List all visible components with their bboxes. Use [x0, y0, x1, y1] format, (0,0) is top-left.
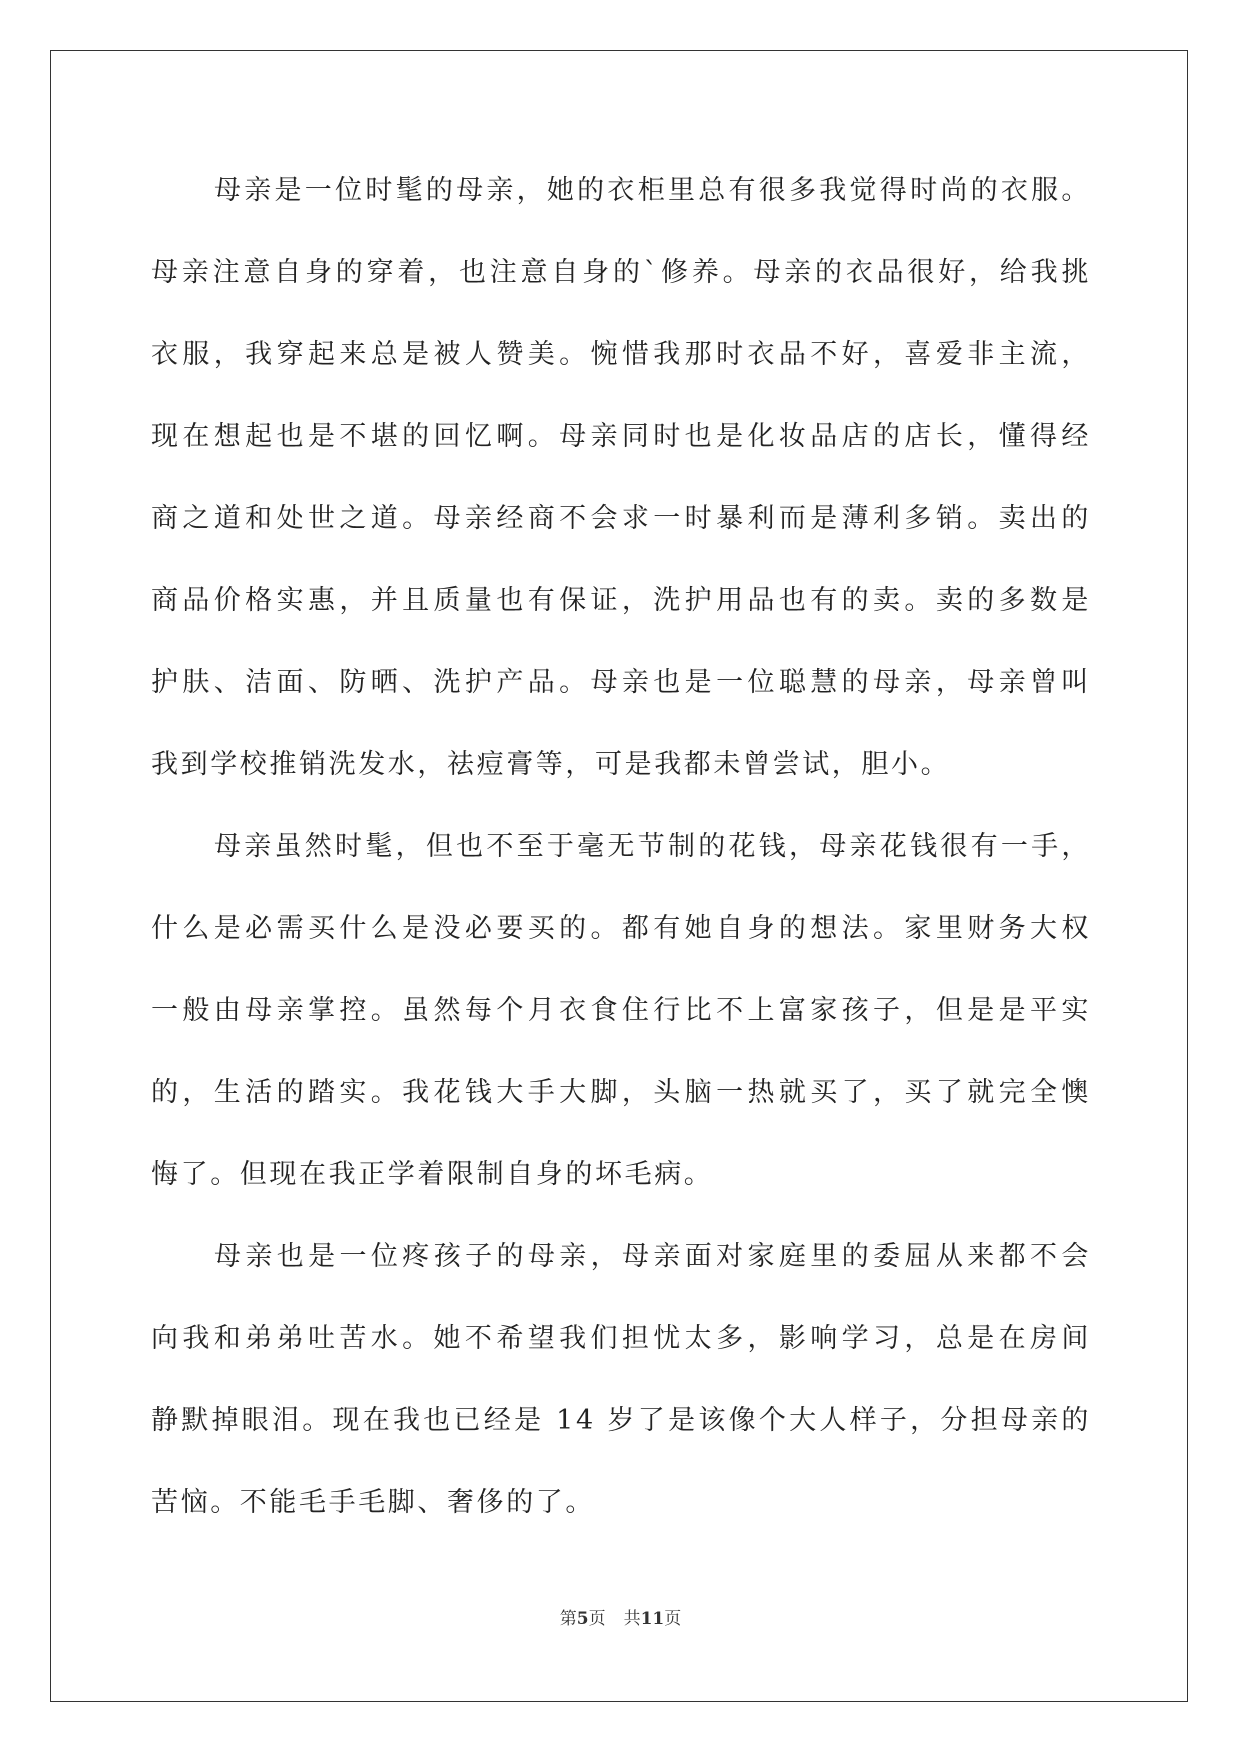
paragraph-1-line-6: 商品价格实惠，并且质量也有保证，洗护用品也有的卖。卖的多数是 [151, 585, 1091, 616]
paragraph-1-line-3: 衣服，我穿起来总是被人赞美。惋惜我那时衣品不好，喜爱非主流， [151, 339, 1091, 370]
document-body [151, 150, 1091, 1544]
total-page-number: 11 [640, 1609, 665, 1629]
paragraph-1-line-5: 商之道和处世之道。母亲经商不会求一时暴利而是薄利多销。卖出的 [151, 503, 1091, 534]
total-prefix: 共 [623, 1609, 641, 1629]
paragraph-1-line-1: 母亲是一位时髦的母亲，她的衣柜里总有很多我觉得时尚的衣服。 [214, 175, 1091, 206]
paragraph-2-line-3: 一般由母亲掌控。虽然每个月衣食住行比不上富家孩子，但是是平实 [151, 995, 1091, 1026]
paragraph-2-line-4: 的，生活的踏实。我花钱大手大脚，头脑一热就买了，买了就完全懊 [151, 1077, 1091, 1108]
paragraph-3-line-1: 母亲也是一位疼孩子的母亲，母亲面对家庭里的委屈从来都不会 [214, 1241, 1091, 1272]
current-page-number: 5 [576, 1609, 589, 1629]
paragraph-3-line-2: 向我和弟弟吐苦水。她不希望我们担忧太多，影响学习，总是在房间 [151, 1323, 1091, 1354]
page-prefix: 第 [559, 1609, 577, 1629]
paragraph-3-line-4: 苦恼。不能毛手毛脚、奢侈的了。 [151, 1487, 595, 1518]
paragraph-2-line-1: 母亲虽然时髦，但也不至于毫无节制的花钱，母亲花钱很有一手， [214, 831, 1091, 862]
page-footer [0, 1604, 1241, 1629]
paragraph-3-line-3: 静默掉眼泪。现在我也已经是 14 岁了是该像个大人样子，分担母亲的 [151, 1405, 1091, 1436]
total-unit: 页 [664, 1609, 682, 1629]
paragraph-1-line-4: 现在想起也是不堪的回忆啊。母亲同时也是化妆品店的店长，懂得经 [151, 421, 1091, 452]
paragraph-1-line-8: 我到学校推销洗发水，祛痘膏等，可是我都未曾尝试，胆小。 [151, 749, 951, 780]
paragraph-1-line-2: 母亲注意自身的穿着，也注意自身的`修养。母亲的衣品很好，给我挑 [151, 257, 1091, 288]
page-unit: 页 [588, 1609, 606, 1629]
paragraph-2-line-2: 什么是必需买什么是没必要买的。都有她自身的想法。家里财务大权 [151, 913, 1091, 944]
paragraph-1-line-7: 护肤、洁面、防晒、洗护产品。母亲也是一位聪慧的母亲，母亲曾叫 [151, 667, 1091, 698]
paragraph-2-line-5: 悔了。但现在我正学着限制自身的坏毛病。 [151, 1159, 714, 1190]
